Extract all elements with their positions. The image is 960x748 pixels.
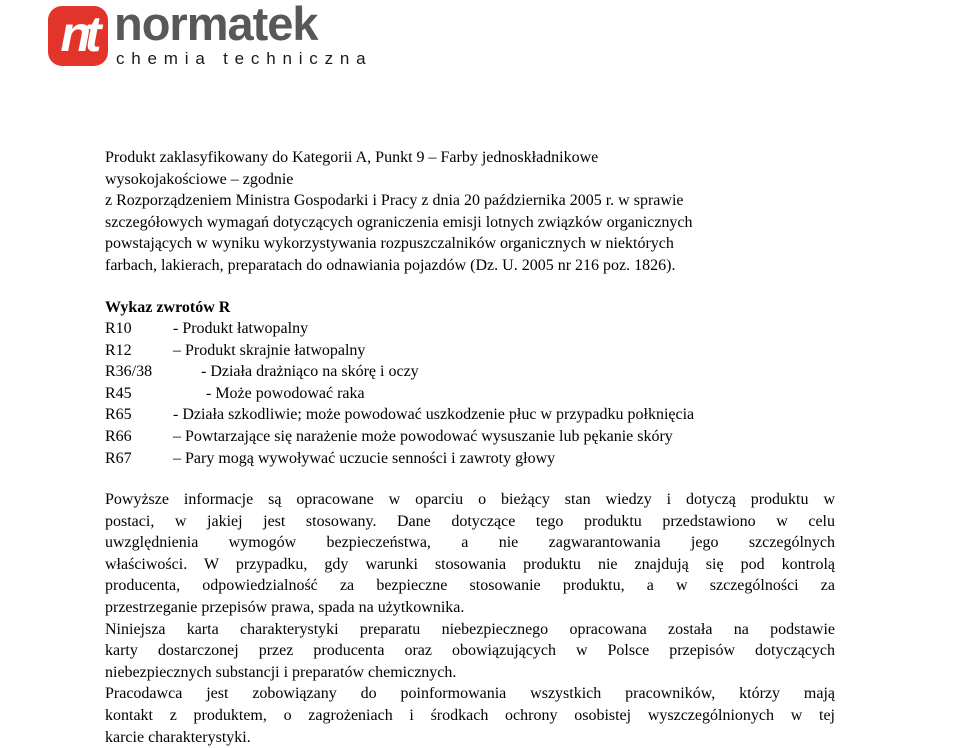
disclaimer-line: właściwości. W przypadku, gdy warunki stosowania produktu nie znajdują się pod kontrolą xyxy=(105,555,835,573)
r-phrase-code: R66 xyxy=(105,427,132,445)
r-phrase-text: – Produkt skrajnie łatwopalny xyxy=(173,341,366,359)
r-phrase-code: R12 xyxy=(105,341,132,359)
r-phrase-text: - Działa drażniąco na skórę i oczy xyxy=(201,363,419,381)
classification-line: farbach, lakierach, preparatach do odnawiania pojazdów (Dz. U. 2005 nr 216 poz. 1826). xyxy=(105,256,676,274)
disclaimer-line: karcie charakterystyki. xyxy=(105,728,251,746)
disclaimer-line: przestrzeganie przepisów prawa, spada na użytkownika. xyxy=(105,598,465,616)
r-phrase-text: – Powtarzające się narażenie może powodować wysuszanie lub pękanie skóry xyxy=(173,427,673,445)
disclaimer-line: producenta, odpowiedzialność za bezpieczne stosowanie produktu, a w szczególności za xyxy=(105,577,835,595)
r-phrase-code: R36/38 xyxy=(105,363,153,381)
disclaimer-line: karty dostarczonej przez producenta oraz obowiązujących w Polsce przepisów dotyczących xyxy=(105,642,835,660)
r-phrase-code: R65 xyxy=(105,406,132,424)
classification-line: wysokojakościowe – zgodnie xyxy=(105,170,294,188)
disclaimer-paragraph xyxy=(105,489,835,748)
classification-line: Produkt zaklasyfikowany do Kategorii A, Punkt 9 – Farby jednoskładnikowe xyxy=(105,149,599,166)
classification-line: szczegółowych wymagań dotyczących ograniczenia emisji lotnych związków organicznych xyxy=(105,213,693,231)
r-phrase-text: - Produkt łatwopalny xyxy=(173,320,309,337)
disclaimer-line: niebezpiecznych substancji i preparatów chemicznych. xyxy=(105,663,457,681)
normatek-logo xyxy=(48,0,373,68)
disclaimer-line: uwzględnienia wymogów bezpieczeństwa, a nie zagwarantowania jego szczególnych xyxy=(105,534,835,552)
logo-mark xyxy=(48,6,108,66)
disclaimer-line: Powyższe informacje są opracowane w oparciu o bieżący stan wiedzy i dotyczą produktu w xyxy=(105,491,835,508)
classification-paragraph xyxy=(105,147,845,277)
r-phrase-text: - Może powodować raka xyxy=(206,384,365,402)
disclaimer-line: Pracodawca jest zobowiązany do poinformowania wszystkich pracowników, którzy mają xyxy=(105,685,835,703)
disclaimer-line: postaci, w jakiej jest stosowany. Dane dotyczące tego produktu przedstawiono w celu xyxy=(105,512,835,530)
r-phrase-code: R10 xyxy=(105,320,132,337)
disclaimer-line: kontakt z produktem, o zagrożeniach i środkach ochrony osobistej wyszczególnionych w tej xyxy=(105,706,835,724)
r-phrase-code: R67 xyxy=(105,449,132,467)
logo-name: normatek xyxy=(114,0,318,50)
r-phrase-text: - Działa szkodliwie; może powodować uszkodzenie płuc w przypadku połknięcia xyxy=(173,406,695,424)
classification-line: powstających w wyniku wykorzystywania rozpuszczalników organicznych w niektórych xyxy=(105,235,674,253)
classification-line: z Rozporządzeniem Ministra Gospodarki i Pracy z dnia 20 października 2005 r. w sprawie xyxy=(105,192,684,210)
r-phrase-code: R45 xyxy=(105,384,132,402)
r-phrases-heading: Wykaz zwrotów R xyxy=(105,299,231,316)
r-phrase-text: – Pary mogą wywoływać uczucie senności i zawroty głowy xyxy=(173,449,556,467)
logo-mark-letters: nt xyxy=(60,6,96,62)
logo-subtitle: chemia techniczna xyxy=(116,49,373,68)
disclaimer-line: Niniejsza karta charakterystyki preparatu niebezpiecznego opracowana została na podstawie xyxy=(105,620,835,638)
